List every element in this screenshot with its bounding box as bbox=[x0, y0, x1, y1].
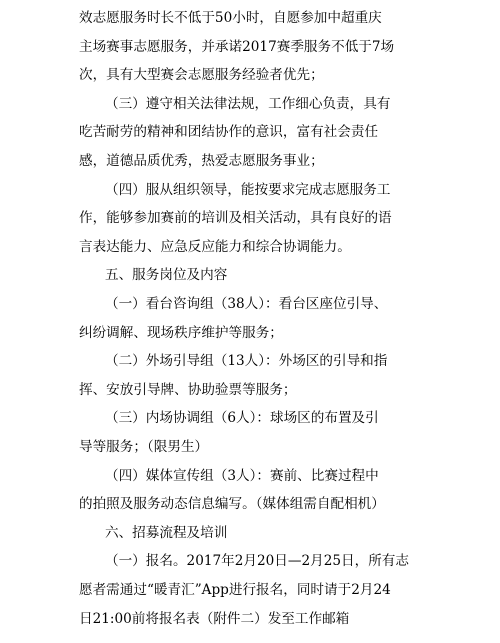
text-line: 的拍照及服务动态信息编写。（媒体组需自配相机） bbox=[79, 496, 385, 513]
text-line: 导等服务；（限男生） bbox=[79, 439, 209, 455]
text-line: （三）遵守相关法律法规，工作细心负责，具有 bbox=[105, 95, 391, 112]
text-line: 日21:00前将报名表（附件二）发至工作邮箱 bbox=[79, 610, 350, 627]
text-line: （二）外场引导组（13人）：外场区的引导和指 bbox=[105, 353, 388, 370]
text-line: 次，具有大型赛会志愿服务经验者优先； bbox=[79, 67, 324, 84]
text-line: 言表达能力、应急反应能力和综合协调能力。 bbox=[79, 238, 351, 255]
text-line: （三）内场协调组（6人）：球场区的布置及引 bbox=[105, 410, 379, 427]
text-line: 吃苦耐劳的精神和团结协作的意识，富有社会责任 bbox=[79, 124, 379, 141]
text-line: 感，道德品质优秀，热爱志愿服务事业； bbox=[79, 153, 324, 169]
text-line: 愿者需通过“暖青汇”App进行报名，同时请于2月24 bbox=[79, 582, 391, 598]
text-line: （四）服从组织领导，能按要求完成志愿服务工 bbox=[105, 181, 391, 198]
text-line: （一）报名。2017年2月20日—2月25日，所有志 bbox=[105, 553, 409, 570]
text-line: （四）媒体宣传组（3人）：赛前、比赛过程中 bbox=[105, 467, 379, 484]
text-line: 挥、安放引导牌、协助验票等服务； bbox=[79, 381, 297, 398]
section-heading: 六、招募流程及培训 bbox=[105, 524, 228, 541]
text-line: 效志愿服务时长不低于50小时，自愿参加中超重庆 bbox=[79, 10, 382, 26]
section-heading: 五、服务岗位及内容 bbox=[105, 267, 228, 284]
text-line: 纠纷调解、现场秩序维护等服务； bbox=[79, 324, 283, 341]
text-line: 主场赛事志愿服务，并承诺2017赛季服务不低于7场 bbox=[79, 38, 395, 55]
text-line: （一）看台咨询组（38人）：看台区座位引导、 bbox=[105, 296, 388, 312]
text-line: 作，能够参加赛前的培训及相关活动，具有良好的语 bbox=[79, 210, 392, 227]
